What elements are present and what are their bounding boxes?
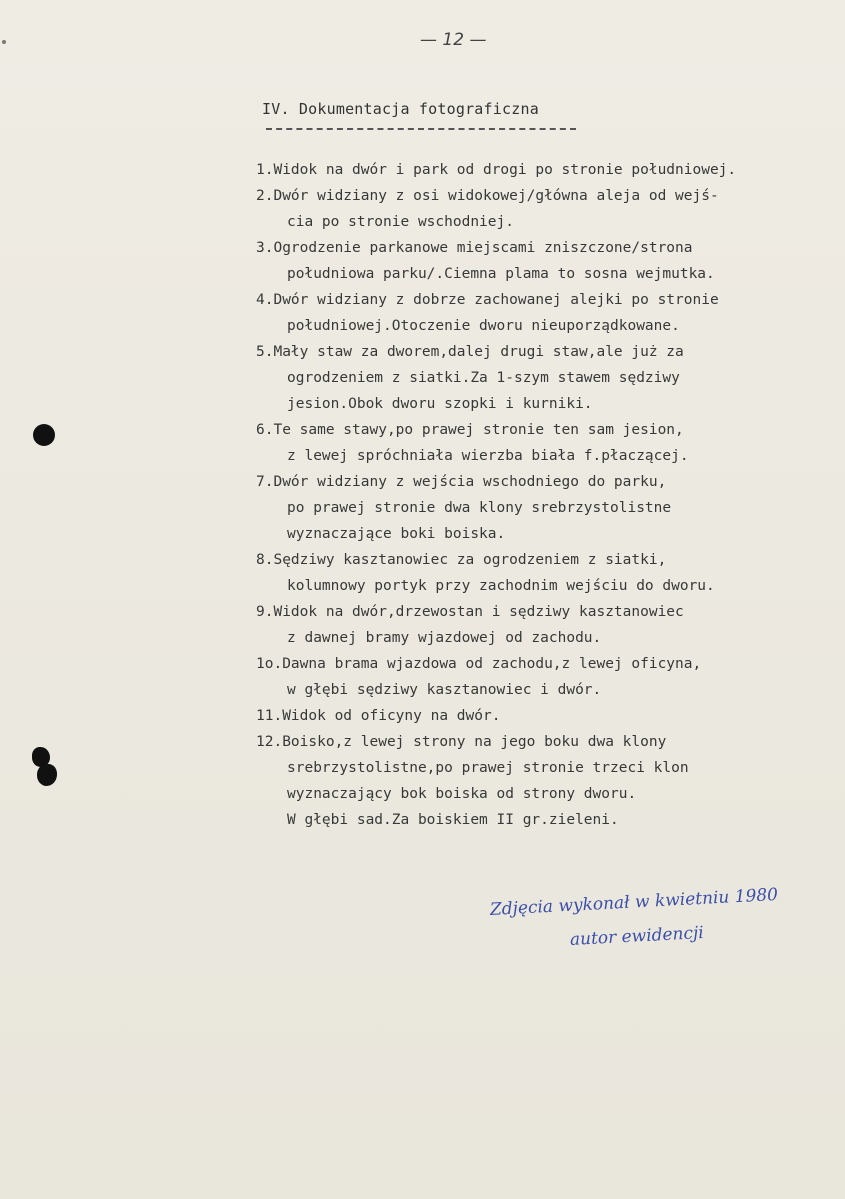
list-item-line: 5.Mały staw za dworem,dalej drugi staw,ale już za xyxy=(256,344,684,360)
list-item-line: 7.Dwór widziany z wejścia wschodniego do parku, xyxy=(256,474,667,490)
list-item-line: 4.Dwór widziany z dobrze zachowanej alejki po stronie xyxy=(256,292,719,308)
list-item-line: 2.Dwór widziany z osi widokowej/główna aleja od wejś- xyxy=(256,188,719,204)
list-item-line: z dawnej bramy wjazdowej od zachodu. xyxy=(287,630,602,646)
list-item-line: 9.Widok na dwór,drzewostan i sędziwy kasztanowiec xyxy=(256,604,684,620)
list-item-line: w głębi sędziwy kasztanowiec i dwór. xyxy=(287,682,602,698)
handwritten-note: Zdjęcia wykonał w kwietniu 1980 xyxy=(489,884,779,920)
punch-hole xyxy=(33,424,55,446)
list-item-line: wyznaczający bok boiska od strony dworu. xyxy=(287,786,637,802)
list-item-line: 12.Boisko,z lewej strony na jego boku dwa klony xyxy=(256,734,667,750)
list-item-line: 11.Widok od oficyny na dwór. xyxy=(256,708,501,724)
page-number: — 12 — xyxy=(420,30,487,50)
section-heading: IV. Dokumentacja fotograficzna xyxy=(262,100,539,118)
list-item-line: srebrzystolistne,po prawej stronie trzeci klon xyxy=(287,760,689,776)
heading-underline xyxy=(266,128,576,130)
list-item-line: południowej.Otoczenie dworu nieuporządkowane. xyxy=(287,318,680,334)
list-item-line: 3.Ogrodzenie parkanowe miejscami zniszczone/strona xyxy=(256,240,693,256)
list-item-line: 6.Te same stawy,po prawej stronie ten sam jesion, xyxy=(256,422,684,438)
list-item-line: cia po stronie wschodniej. xyxy=(287,214,514,230)
edge-mark xyxy=(2,40,6,44)
list-item-line: południowa parku/.Ciemna plama to sosna wejmutka. xyxy=(287,266,715,282)
list-item-line: 8.Sędziwy kasztanowiec za ogrodzeniem z siatki, xyxy=(256,552,667,568)
list-item-line: jesion.Obok dworu szopki i kurniki. xyxy=(287,396,593,412)
list-item-line: W głębi sad.Za boiskiem II gr.zieleni. xyxy=(287,812,619,828)
list-item-line: ogrodzeniem z siatki.Za 1-szym stawem sędziwy xyxy=(287,370,680,386)
list-item-line: wyznaczające boki boiska. xyxy=(287,526,506,542)
list-item-line: z lewej spróchniała wierzba biała f.płaczącej. xyxy=(287,448,689,464)
list-item-line: kolumnowy portyk przy zachodnim wejściu do dworu. xyxy=(287,578,715,594)
list-item-line: po prawej stronie dwa klony srebrzystolistne xyxy=(287,500,672,516)
punch-hole xyxy=(37,764,57,786)
list-item-line: 1o.Dawna brama wjazdowa od zachodu,z lewej oficyna, xyxy=(256,656,702,672)
handwritten-signature: autor ewidencji xyxy=(569,923,705,950)
list-item-line: 1.Widok na dwór i park od drogi po stronie południowej. xyxy=(256,162,737,178)
